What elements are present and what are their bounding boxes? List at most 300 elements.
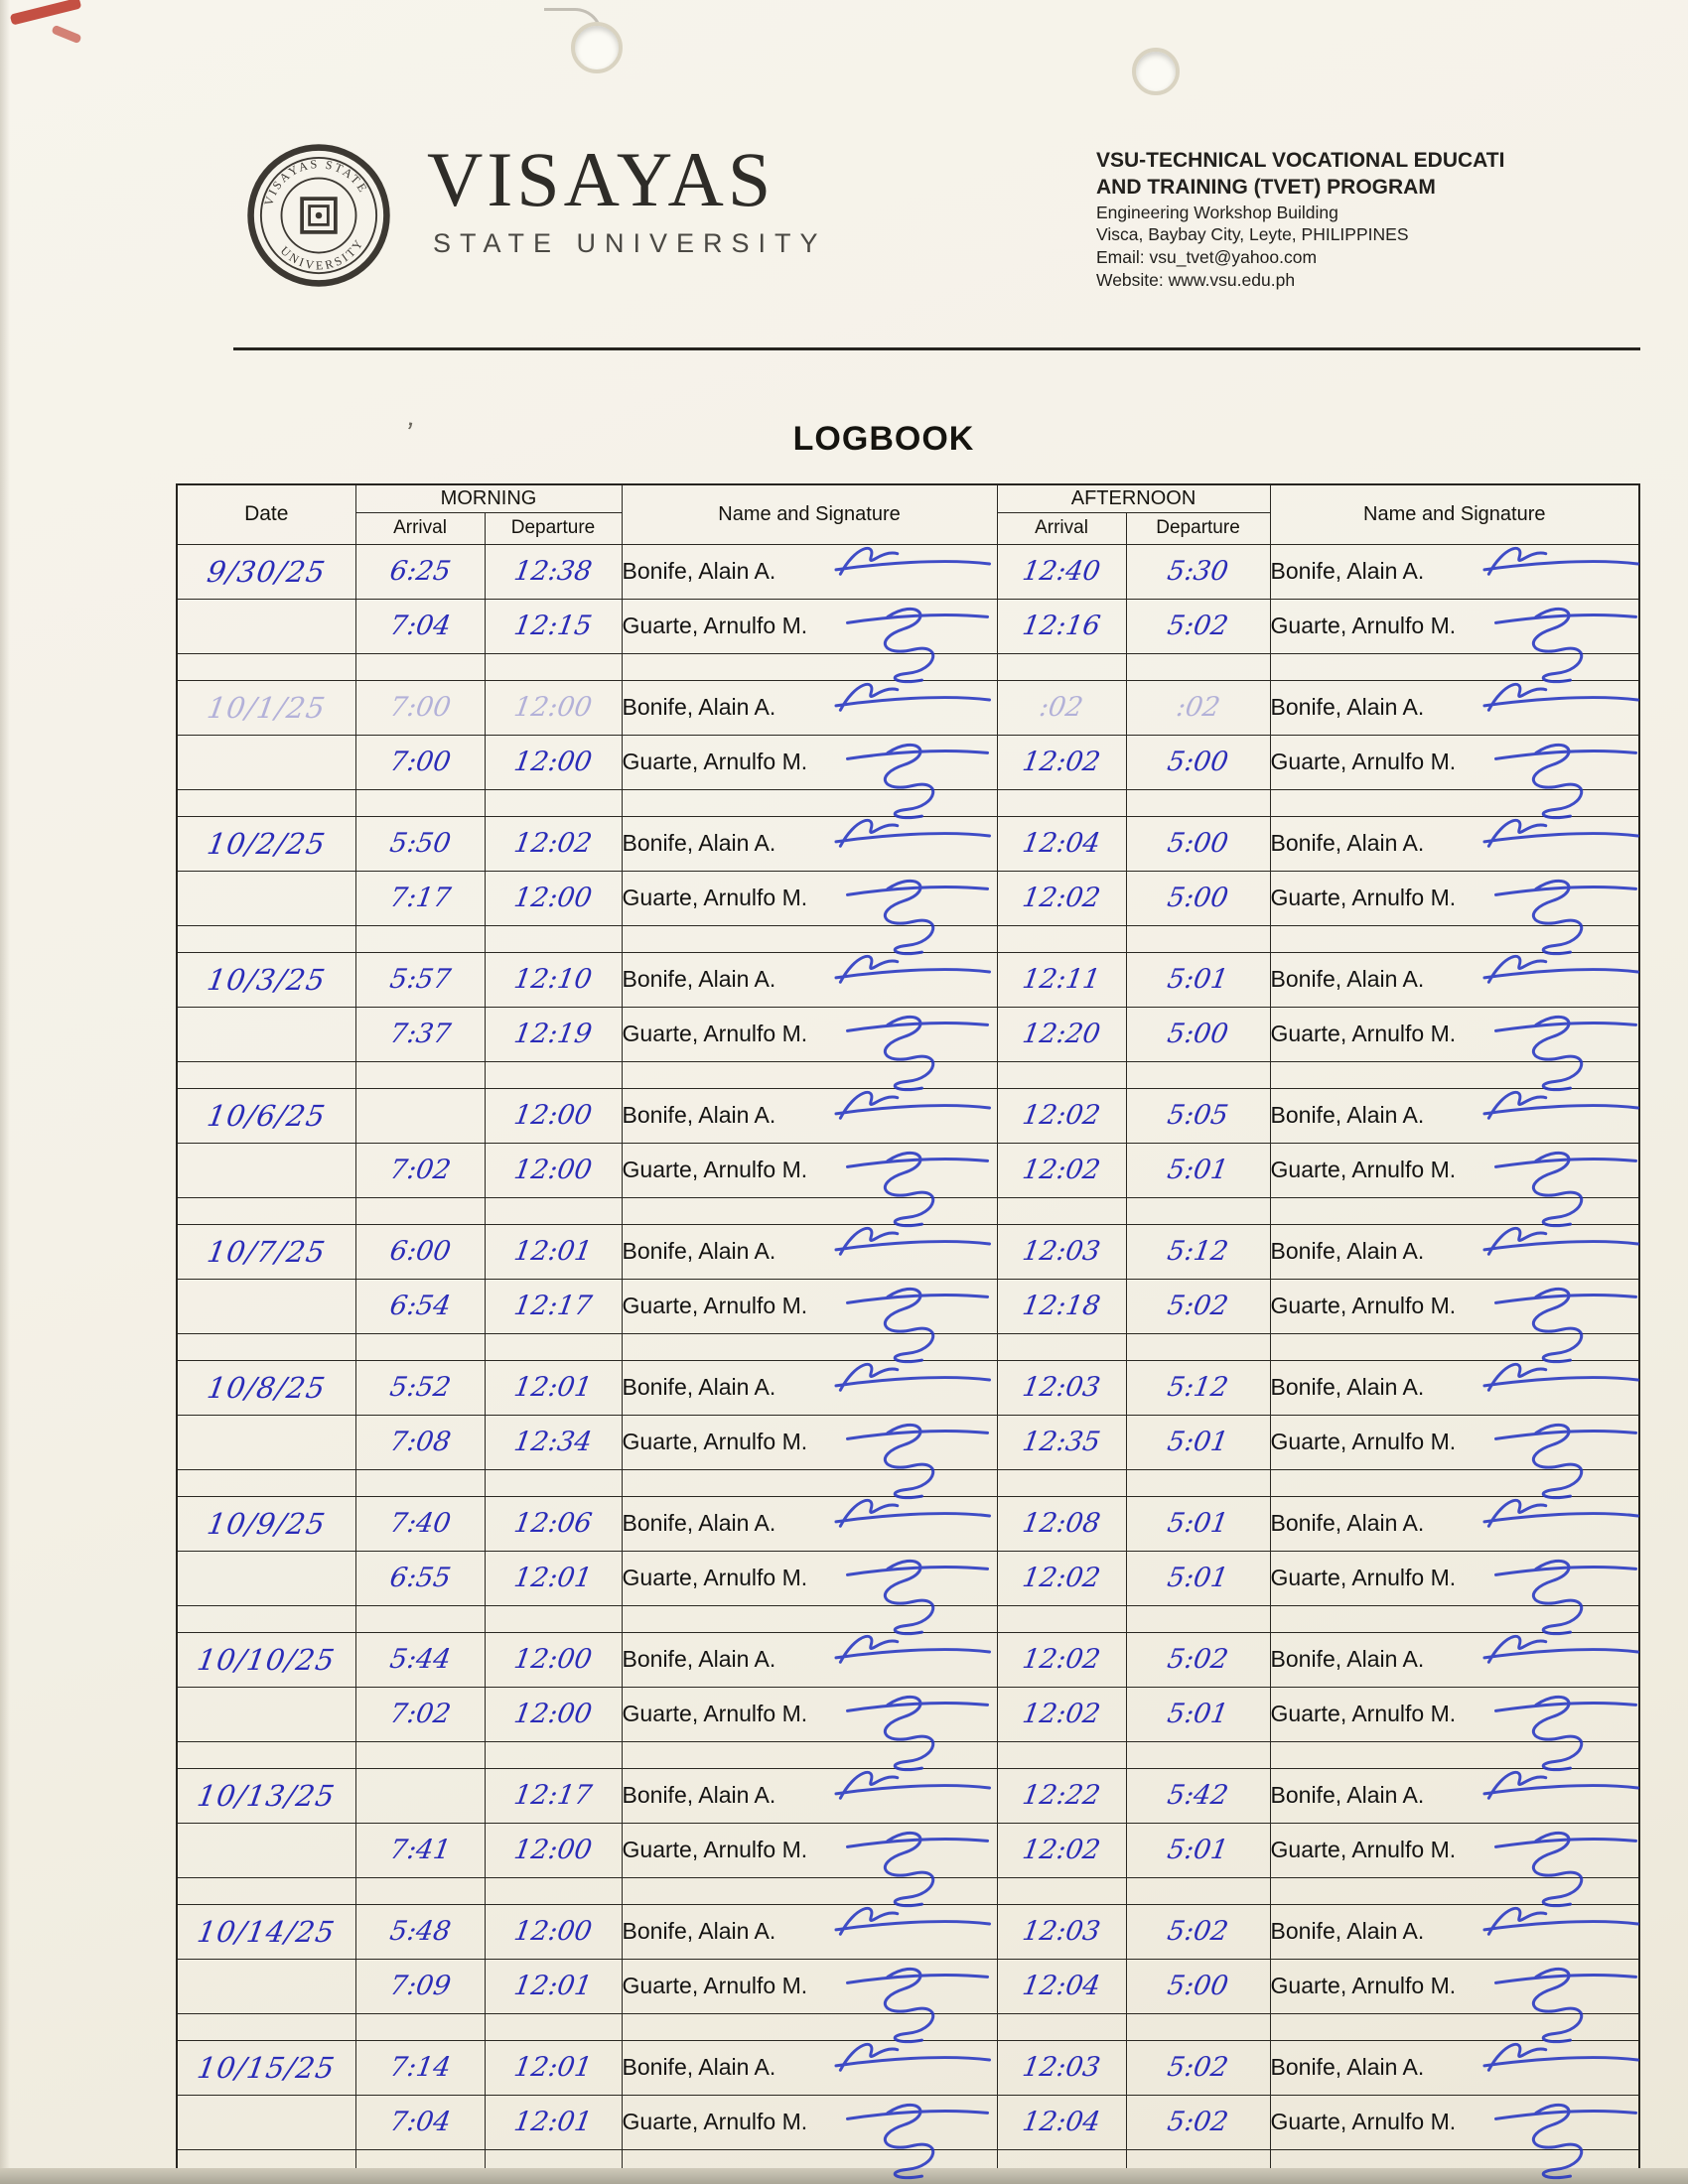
empty-cell [177,1877,355,1904]
logbook-entry-row [177,1360,1639,1415]
afternoon-arrival-cell [997,1007,1126,1061]
afternoon-arrival-cell [997,1360,1126,1415]
handwritten-time: 10/14/25 [195,1914,339,1949]
bonife-signature-icon [833,1489,994,1543]
afternoon-arrival-cell [997,1768,1126,1823]
printed-name: Guarte, Arnulfo M. [1270,1837,1457,1862]
morning-departure-cell [485,1496,622,1551]
bonife-signature-icon [833,1761,994,1815]
printed-name: Guarte, Arnulfo M. [622,613,808,638]
empty-cell [1126,2013,1270,2040]
printed-name: Guarte, Arnulfo M. [622,1293,808,1318]
empty-cell [997,2013,1126,2040]
morning-departure-cell [485,735,622,789]
red-ink-artifact [10,0,82,26]
date-cell [177,2095,355,2149]
afternoon-departure-cell [1126,1224,1270,1279]
printed-name: Bonife, Alain A. [622,558,776,584]
bonife-signature-icon [1481,945,1642,999]
column-header-afternoon: AFTERNOON [997,484,1270,512]
handwritten-time: 5:05 [1165,1100,1231,1131]
date-cell [177,952,355,1007]
printed-name: Bonife, Alain A. [622,1238,776,1264]
bonife-signature-icon [1481,1761,1642,1815]
afternoon-arrival-cell [997,1551,1126,1605]
handwritten-time: 12:04 [1020,828,1103,859]
handwritten-time: 12:00 [511,883,595,913]
morning-arrival-cell [355,1415,485,1469]
date-cell [177,1632,355,1687]
handwritten-time: 5:02 [1165,2107,1231,2137]
handwritten-time: 7:02 [387,1155,453,1185]
morning-departure-cell [485,544,622,599]
handwritten-time: 10/7/25 [205,1234,329,1269]
bonife-signature-icon [1481,1217,1642,1271]
morning-arrival-cell [355,1496,485,1551]
handwritten-time: 5:02 [1165,611,1231,641]
afternoon-departure-cell [1126,735,1270,789]
printed-name: Bonife, Alain A. [1270,966,1425,992]
column-header-date: Date [177,484,355,544]
name-signature-cell [622,1143,997,1197]
handwritten-time: 10/8/25 [205,1370,329,1405]
empty-cell [355,1741,485,1768]
empty-cell [1126,1197,1270,1224]
afternoon-departure-cell [1126,1007,1270,1061]
empty-cell [485,1197,622,1224]
logbook-entry-row [177,1224,1639,1279]
handwritten-time: 12:17 [511,1291,595,1321]
morning-departure-cell [485,1959,622,2013]
name-signature-cell [622,1360,997,1415]
name-signature-cell [622,1959,997,2013]
logbook-entry-row [177,1007,1639,1061]
handwritten-time: 12:00 [511,1155,595,1185]
afternoon-departure-cell [1126,1143,1270,1197]
afternoon-departure-cell [1126,1959,1270,2013]
afternoon-arrival-cell [997,1415,1126,1469]
printed-name: Bonife, Alain A. [622,1646,776,1672]
empty-cell [177,925,355,952]
name-signature-cell [1270,1143,1639,1197]
column-header-name-afternoon: Name and Signature [1270,484,1639,544]
handwritten-time: 12:08 [1020,1508,1103,1539]
name-signature-cell [1270,1904,1639,1959]
handwritten-time: 5:00 [1165,883,1231,913]
handwritten-time: 12:02 [1020,1155,1103,1185]
afternoon-arrival-cell [997,871,1126,925]
afternoon-departure-cell [1126,1360,1270,1415]
logbook-entry-row [177,1768,1639,1823]
afternoon-arrival-cell [997,1904,1126,1959]
morning-arrival-cell [355,735,485,789]
printed-name: Bonife, Alain A. [1270,694,1425,720]
printed-name: Guarte, Arnulfo M. [622,1565,808,1590]
handwritten-time: 5:02 [1165,1291,1231,1321]
handwritten-time: 10/9/25 [205,1506,329,1541]
logbook-entry-row [177,2040,1639,2095]
morning-arrival-cell [355,2040,485,2095]
printed-name: Bonife, Alain A. [1270,1918,1425,1944]
morning-arrival-cell [355,952,485,1007]
empty-cell [485,1605,622,1632]
name-signature-cell [622,1224,997,1279]
empty-cell [1126,1741,1270,1768]
afternoon-departure-cell [1126,816,1270,871]
empty-cell [485,653,622,680]
logbook-entry-row [177,544,1639,599]
handwritten-time: 5:01 [1165,1508,1231,1539]
name-signature-cell [622,544,997,599]
date-cell [177,1959,355,2013]
afternoon-departure-cell [1126,1279,1270,1333]
printed-name: Bonife, Alain A. [1270,1510,1425,1536]
empty-cell [997,1469,1126,1496]
handwritten-time: 12:22 [1020,1780,1103,1811]
morning-departure-cell [485,1088,622,1143]
date-cell [177,1279,355,1333]
morning-departure-cell [485,1143,622,1197]
logbook-entry-row [177,952,1639,1007]
morning-departure-cell [485,1687,622,1741]
name-signature-cell [622,1088,997,1143]
name-signature-cell [622,2040,997,2095]
date-cell [177,1360,355,1415]
empty-cell [355,789,485,816]
program-info-block [1096,147,1613,292]
program-address: Visca, Baybay City, Leyte, PHILIPPINES [1096,224,1409,245]
handwritten-time: 5:01 [1165,1155,1231,1185]
handwritten-time: 5:00 [1165,1971,1231,2001]
handwritten-time: 10/15/25 [195,2050,339,2085]
guarte-signature-icon [1491,2096,1640,2184]
printed-name: Guarte, Arnulfo M. [1270,1021,1457,1046]
name-signature-cell [1270,735,1639,789]
empty-cell [177,2013,355,2040]
handwritten-time: 12:01 [511,1563,595,1593]
handwritten-time: 12:04 [1020,2107,1103,2137]
punch-hole-icon [1132,48,1180,95]
afternoon-arrival-cell [997,735,1126,789]
bonife-signature-icon [833,1081,994,1135]
handwritten-time: 5:01 [1165,1563,1231,1593]
morning-arrival-cell [355,1143,485,1197]
bonife-signature-icon [1481,2033,1642,2087]
handwritten-time: 12:00 [511,1100,595,1131]
name-signature-cell [1270,816,1639,871]
printed-name: Guarte, Arnulfo M. [1270,749,1457,774]
handwritten-time: 5:00 [1165,828,1231,859]
afternoon-departure-cell [1126,871,1270,925]
handwritten-time: 5:50 [387,828,453,859]
date-cell [177,680,355,735]
morning-departure-cell [485,1360,622,1415]
printed-name: Bonife, Alain A. [622,694,776,720]
empty-cell [355,1333,485,1360]
empty-cell [355,1605,485,1632]
logbook-entry-row [177,1415,1639,1469]
handwritten-time: 7:09 [387,1971,453,2001]
empty-cell [1126,1061,1270,1088]
name-signature-cell [1270,871,1639,925]
morning-departure-cell [485,952,622,1007]
handwritten-time: 12:19 [511,1019,595,1049]
bonife-signature-icon [833,2033,994,2087]
empty-cell [177,1605,355,1632]
empty-cell [355,1469,485,1496]
page-title: LOGBOOK [792,420,975,458]
handwritten-time: 12:02 [1020,1100,1103,1131]
printed-name: Guarte, Arnulfo M. [622,2109,808,2134]
handwritten-time: 12:16 [1020,611,1103,641]
handwritten-time: 6:00 [387,1236,453,1267]
empty-cell [177,1469,355,1496]
handwritten-time: 12:11 [1020,964,1103,995]
afternoon-departure-cell [1126,680,1270,735]
afternoon-departure-cell [1126,1551,1270,1605]
empty-cell [997,653,1126,680]
bonife-signature-icon [1481,1081,1642,1135]
date-cell [177,1551,355,1605]
bonife-signature-icon [1481,809,1642,863]
bonife-signature-icon [833,673,994,727]
handwritten-time: 12:02 [1020,1563,1103,1593]
handwritten-time: 10/6/25 [205,1098,329,1133]
morning-arrival-cell [355,1959,485,2013]
morning-departure-cell [485,1415,622,1469]
afternoon-arrival-cell [997,2040,1126,2095]
handwritten-time: 10/3/25 [205,962,329,997]
morning-departure-cell [485,1768,622,1823]
morning-arrival-cell [355,1360,485,1415]
empty-cell [485,1469,622,1496]
empty-cell [355,1197,485,1224]
program-email: Email: vsu_tvet@yahoo.com [1096,247,1318,268]
logbook-entry-row [177,816,1639,871]
afternoon-arrival-cell [997,680,1126,735]
printed-name: Guarte, Arnulfo M. [1270,1565,1457,1590]
printed-name: Guarte, Arnulfo M. [1270,1973,1457,1998]
handwritten-time: 12:18 [1020,1291,1103,1321]
printed-name: Bonife, Alain A. [1270,830,1425,856]
handwritten-time: 10/13/25 [195,1778,339,1813]
svg-text:VISAYAS STATE: VISAYAS STATE [261,157,371,207]
printed-name: Bonife, Alain A. [1270,1782,1425,1808]
logbook-entry-row [177,1904,1639,1959]
morning-arrival-cell [355,1904,485,1959]
empty-cell [177,1333,355,1360]
name-signature-cell [622,1768,997,1823]
morning-arrival-cell [355,2095,485,2149]
handwritten-time: 12:02 [1020,883,1103,913]
morning-arrival-cell [355,1007,485,1061]
empty-cell [177,653,355,680]
empty-cell [997,1197,1126,1224]
handwritten-time: 6:25 [387,556,453,587]
afternoon-departure-cell [1126,2095,1270,2149]
logbook-entry-row [177,680,1639,735]
name-signature-cell [1270,544,1639,599]
handwritten-time: 10/1/25 [205,690,329,725]
date-cell [177,544,355,599]
afternoon-arrival-cell [997,1823,1126,1877]
handwritten-time: 7:41 [387,1835,453,1865]
name-signature-cell [1270,680,1639,735]
name-signature-cell [622,816,997,871]
name-signature-cell [1270,1279,1639,1333]
printed-name: Guarte, Arnulfo M. [622,1021,808,1046]
handwritten-time: 7:14 [387,2052,453,2083]
name-signature-cell [1270,1632,1639,1687]
handwritten-time: 12:03 [1020,2052,1103,2083]
bonife-signature-icon [833,945,994,999]
handwritten-time: 12:03 [1020,1372,1103,1403]
handwritten-time: 5:02 [1165,1916,1231,1947]
handwritten-time: 12:00 [511,747,595,777]
morning-departure-cell [485,1551,622,1605]
handwritten-time: 12:34 [511,1427,595,1457]
handwritten-time: 12:02 [511,828,595,859]
printed-name: Bonife, Alain A. [1270,558,1425,584]
morning-arrival-cell [355,1632,485,1687]
handwritten-time: :02 [1037,692,1086,723]
handwritten-time: 12:01 [511,1372,595,1403]
afternoon-arrival-cell [997,1959,1126,2013]
handwritten-time: 12:02 [1020,1835,1103,1865]
afternoon-arrival-cell [997,1632,1126,1687]
afternoon-arrival-cell [997,1687,1126,1741]
afternoon-departure-cell [1126,1088,1270,1143]
handwritten-time: 12:04 [1020,1971,1103,2001]
date-cell [177,1007,355,1061]
printed-name: Guarte, Arnulfo M. [622,1429,808,1454]
bonife-signature-icon [833,537,994,591]
logbook-entry-row [177,1687,1639,1741]
name-signature-cell [1270,599,1639,653]
logbook-entry-row [177,1088,1639,1143]
morning-arrival-cell [355,816,485,871]
printed-name: Guarte, Arnulfo M. [1270,1293,1457,1318]
empty-cell [177,1197,355,1224]
university-seal-icon [244,137,393,294]
handwritten-time: 5:01 [1165,1835,1231,1865]
date-cell [177,1496,355,1551]
empty-cell [997,1877,1126,1904]
logbook-entry-row [177,1143,1639,1197]
empty-cell [1126,1333,1270,1360]
morning-arrival-cell [355,680,485,735]
empty-cell [177,789,355,816]
bonife-signature-icon [1481,1625,1642,1679]
handwritten-time: 12:01 [511,1236,595,1267]
program-website: Website: www.vsu.edu.ph [1096,269,1296,290]
empty-cell [485,1741,622,1768]
handwritten-time: 12:17 [511,1780,595,1811]
handwritten-time: 12:00 [511,1644,595,1675]
empty-cell [177,1061,355,1088]
empty-cell [1126,1877,1270,1904]
morning-departure-cell [485,1632,622,1687]
program-title-line2: AND TRAINING (TVET) PROGRAM [1096,176,1436,200]
logbook-entry-row [177,2095,1639,2149]
printed-name: Bonife, Alain A. [1270,1238,1425,1264]
empty-cell [177,1741,355,1768]
name-signature-cell [1270,1224,1639,1279]
logbook-entry-row [177,1551,1639,1605]
handwritten-time: 5:01 [1165,1427,1231,1457]
column-header-morning-arrival: Arrival [355,512,485,544]
printed-name: Guarte, Arnulfo M. [622,1701,808,1726]
handwritten-time: 7:00 [387,692,453,723]
logbook-entry-row [177,1496,1639,1551]
afternoon-departure-cell [1126,1632,1270,1687]
program-title-line1: VSU-TECHNICAL VOCATIONAL EDUCATI [1096,149,1505,172]
handwritten-time: 5:57 [387,964,453,995]
handwritten-time: 7:37 [387,1019,453,1049]
column-header-name-morning: Name and Signature [622,484,997,544]
afternoon-departure-cell [1126,544,1270,599]
date-cell [177,735,355,789]
afternoon-departure-cell [1126,1823,1270,1877]
handwritten-time: 7:00 [387,747,453,777]
handwritten-time: 12:00 [511,692,595,723]
name-signature-cell [1270,2095,1639,2149]
handwritten-time: 12:00 [511,1835,595,1865]
empty-cell [485,925,622,952]
printed-name: Bonife, Alain A. [1270,1646,1425,1672]
bonife-signature-icon [1481,1897,1642,1951]
handwritten-time: 12:35 [1020,1427,1103,1457]
logbook-entry-row [177,1823,1639,1877]
printed-name: Bonife, Alain A. [622,1102,776,1128]
name-signature-cell [622,1632,997,1687]
printed-name: Guarte, Arnulfo M. [622,749,808,774]
handwritten-time: 12:40 [1020,556,1103,587]
handwritten-time: 5:42 [1165,1780,1231,1811]
morning-arrival-cell [355,1687,485,1741]
printed-name: Bonife, Alain A. [1270,1374,1425,1400]
name-signature-cell [622,1496,997,1551]
afternoon-departure-cell [1126,2040,1270,2095]
handwritten-time: 10/2/25 [205,826,329,861]
date-cell [177,599,355,653]
handwritten-time: 5:01 [1165,964,1231,995]
handwritten-time: 5:12 [1165,1236,1231,1267]
printed-name: Bonife, Alain A. [622,1918,776,1944]
handwritten-time: 5:30 [1165,556,1231,587]
afternoon-arrival-cell [997,1279,1126,1333]
header-divider [233,347,1640,350]
date-cell [177,1143,355,1197]
morning-departure-cell [485,2095,622,2149]
handwritten-time: 12:38 [511,556,595,587]
date-cell [177,816,355,871]
name-signature-cell [1270,1551,1639,1605]
date-cell [177,1415,355,1469]
empty-cell [355,925,485,952]
handwritten-time: :02 [1174,692,1222,723]
empty-cell [997,925,1126,952]
printed-name: Bonife, Alain A. [622,1510,776,1536]
date-cell [177,1088,355,1143]
printed-name: Guarte, Arnulfo M. [1270,2109,1457,2134]
afternoon-arrival-cell [997,544,1126,599]
afternoon-departure-cell [1126,952,1270,1007]
afternoon-arrival-cell [997,1224,1126,1279]
handwritten-time: 5:44 [387,1644,453,1675]
handwritten-time: 10/10/25 [195,1642,339,1677]
printed-name: Guarte, Arnulfo M. [1270,1429,1457,1454]
